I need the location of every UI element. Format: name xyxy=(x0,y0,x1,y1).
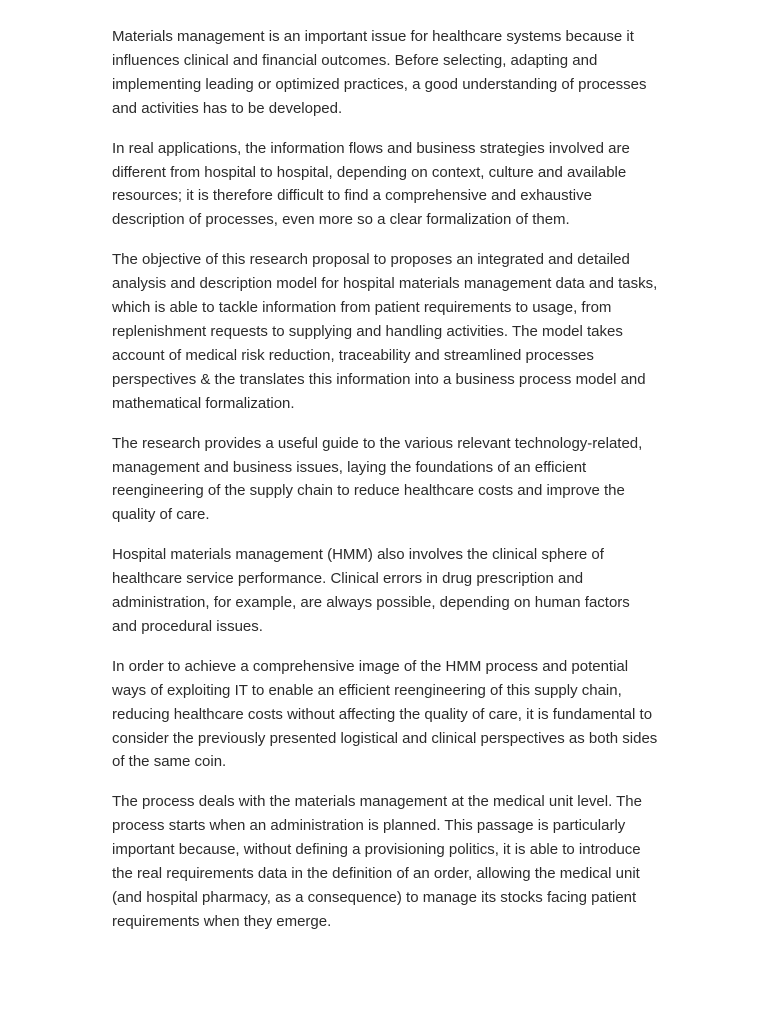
paragraph-7: The process deals with the materials management at the medical unit level. The process starts when an administration is planned. This passage is particularly important because, without defining a provisioning politics, it is able to introduce the real requirements data in the definition of an order, allowing the medical unit (and hospital pharmacy, as a consequence) to manage its stocks facing patient requirements when they emerge. xyxy=(112,793,642,930)
paragraph-1: Materials management is an important issue for healthcare systems because it influences clinical and financial outcomes. Before selecting, adapting and implementing leading or optimized practices, a good understanding of processes and activities has to be developed. xyxy=(112,28,647,117)
paragraph-6: In order to achieve a comprehensive image of the HMM process and potential ways of exploiting IT to enable an efficient reengineering of this supply chain, reducing healthcare costs without affecting the quality of care, it is fundamental to consider the previously presented logistical and clinical perspectives as both sides of the same coin. xyxy=(112,657,658,771)
paragraph-2: In real applications, the information flows and business strategies involved are different from hospital to hospital, depending on context, culture and available resources; it is therefore difficult to find a comprehensive and exhaustive description of processes, even more so a clear formalization of them. xyxy=(112,139,630,229)
paragraph-5: Hospital materials management (HMM) also involves the clinical sphere of healthcare service performance. Clinical errors in drug prescription and administration, for example, are always possible, depending on human factors and procedural issues. xyxy=(112,546,630,635)
document-body xyxy=(112,25,678,950)
paragraph-4: The research provides a useful guide to the various relevant technology-related, management and business issues, laying the foundations of an efficient reengineering of the supply chain to reduce healthcare costs and improve the quality of care. xyxy=(112,434,643,524)
paragraph-3: The objective of this research proposal to proposes an integrated and detailed analysis and description model for hospital materials management data and tasks, which is able to tackle information from patient requirements to usage, from replenishment requests to supplying and handling activities. The model takes account of medical risk reduction, traceability and streamlined processes perspectives & the translates this information into a business process model and mathematical formalization. xyxy=(112,251,658,412)
